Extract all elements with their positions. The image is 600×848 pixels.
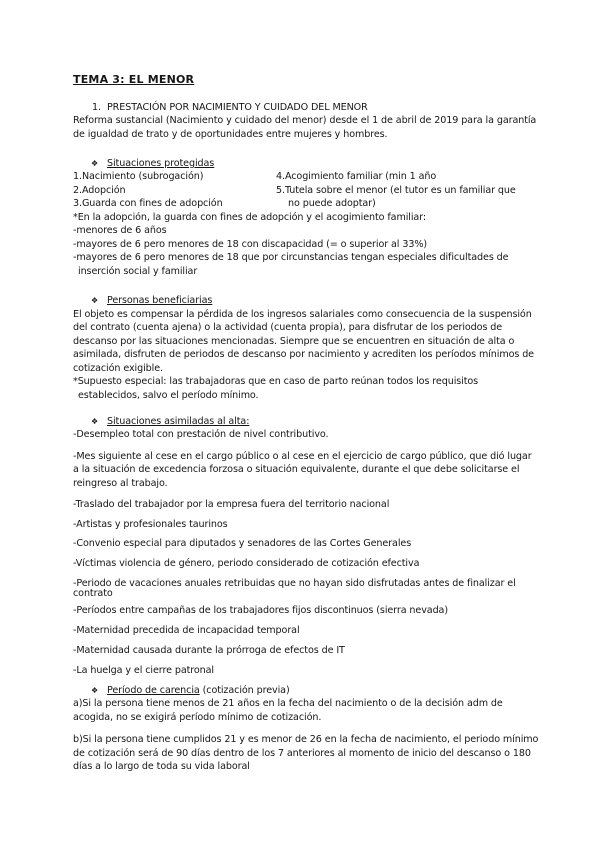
list-item: -Períodos entre campañas de los trabajadores fijos discontinuos (sierra nevada) [73, 605, 448, 616]
heading-personas-beneficiarias: Personas beneficiarias [107, 295, 213, 306]
list-item: no puede adoptar) [288, 198, 376, 209]
section-heading: PRESTACIÓN POR NACIMIENTO Y CUIDADO DEL MENOR [107, 102, 368, 113]
list-item: -Víctimas violencia de género, periodo considerado de cotización efectiva [73, 558, 420, 569]
diamond-bullet-icon: ❖ [91, 296, 99, 305]
note-line: *En la adopción, la guarda con fines de adopción y el acogimiento familiar: [73, 212, 426, 223]
list-item: reingreso al trabajo. [73, 478, 168, 489]
note-line: -mayores de 6 pero menores de 18 con discapacidad (= o superior al 33%) [73, 239, 427, 250]
list-item: 3.Guarda con fines de adopción [73, 198, 223, 209]
diamond-bullet-icon: ❖ [91, 159, 99, 168]
intro-line: de igualdad de trato y de oportunidades entre mujeres y hombres. [73, 129, 388, 140]
list-item: a la situación de excedencia forzosa o situación equivalente, durante el que debe solicitarse el [73, 464, 520, 475]
list-item: -Maternidad precedida de incapacidad temporal [73, 625, 300, 636]
paragraph-line: asimilada, disfruten de periodos de descanso por nacimiento y acrediten los períodos mínimos de [73, 349, 534, 360]
paragraph-line: a)Si la persona tiene menos de 21 años en la fecha del nacimiento o de la decisión adm de [73, 698, 503, 709]
list-item: contrato [73, 588, 113, 599]
heading-periodo-carencia-label: Período de carencia [107, 685, 200, 696]
paragraph-line: establecidos, salvo el período mínimo. [78, 390, 259, 401]
note-line: -menores de 6 años [73, 225, 167, 236]
paragraph-line: El objeto es compensar la pérdida de los ingresos salariales como consecuencia de la suspensión [73, 309, 532, 320]
list-item: 1.Nacimiento (subrogación) [73, 171, 204, 182]
list-item: 2.Adopción [73, 185, 126, 196]
diamond-bullet-icon: ❖ [91, 686, 99, 695]
paragraph-line: descanso por las situaciones mencionadas. Siempre que se encuentren en situación de alta o [73, 336, 515, 347]
paragraph-line: cotización exigible. [73, 363, 163, 374]
list-item: 4.Acogimiento familiar (min 1 año [276, 171, 437, 182]
intro-line: Reforma sustancial (Nacimiento y cuidado del menor) desde el 1 de abril de 2019 para la garantía [73, 115, 537, 126]
heading-periodo-carencia-suffix: (cotización previa) [199, 685, 290, 696]
paragraph-line: días a lo largo de toda su vida laboral [73, 761, 250, 772]
list-item: -La huelga y el cierre patronal [73, 665, 214, 676]
note-line: -mayores de 6 pero menores de 18 que por circunstancias tengan especiales dificultades de [73, 252, 509, 263]
list-item: -Periodo de vacaciones anuales retribuidas que no hayan sido disfrutadas antes de finalizar el [73, 578, 516, 589]
paragraph-line: b)Si la persona tiene cumplidos 21 y es menor de 26 en la fecha de nacimiento, el periodo mínimo [73, 734, 539, 745]
list-item: -Traslado del trabajador por la empresa fuera del territorio nacional [73, 499, 390, 510]
paragraph-line: acogida, no se exigirá período mínimo de cotización. [73, 712, 322, 723]
heading-situaciones-asimiladas: Situaciones asimiladas al alta: [107, 416, 250, 427]
note-line: inserción social y familiar [78, 266, 198, 277]
paragraph-line: de cotización será de 90 días dentro de los 7 anteriores al momento de inicio del descanso o 180 [73, 748, 531, 759]
list-item: -Mes siguiente al cese en el cargo público o al cese en el ejercicio de cargo público, que dió lugar [73, 451, 532, 462]
section-number: 1. [92, 102, 101, 113]
diamond-bullet-icon: ❖ [91, 417, 99, 426]
paragraph-line: del contrato (cuenta ajena) o la actividad (cuenta propia), para disfrutar de los periodos de [73, 322, 503, 333]
list-item: 5.Tutela sobre el menor (el tutor es un familiar que [276, 185, 516, 196]
list-item: -Artistas y profesionales taurinos [73, 519, 228, 530]
list-item: -Desempleo total con prestación de nivel contributivo. [73, 429, 329, 440]
document-title: TEMA 3: EL MENOR [73, 73, 195, 86]
heading-situaciones-protegidas: Situaciones protegidas [107, 158, 215, 169]
list-item: -Convenio especial para diputados y senadores de las Cortes Generales [73, 538, 412, 549]
heading-periodo-carencia [107, 684, 290, 697]
list-item: -Maternidad causada durante la prórroga de efectos de IT [73, 645, 345, 656]
paragraph-line: *Supuesto especial: las trabajadoras que en caso de parto reúnan todos los requisitos [73, 376, 479, 387]
